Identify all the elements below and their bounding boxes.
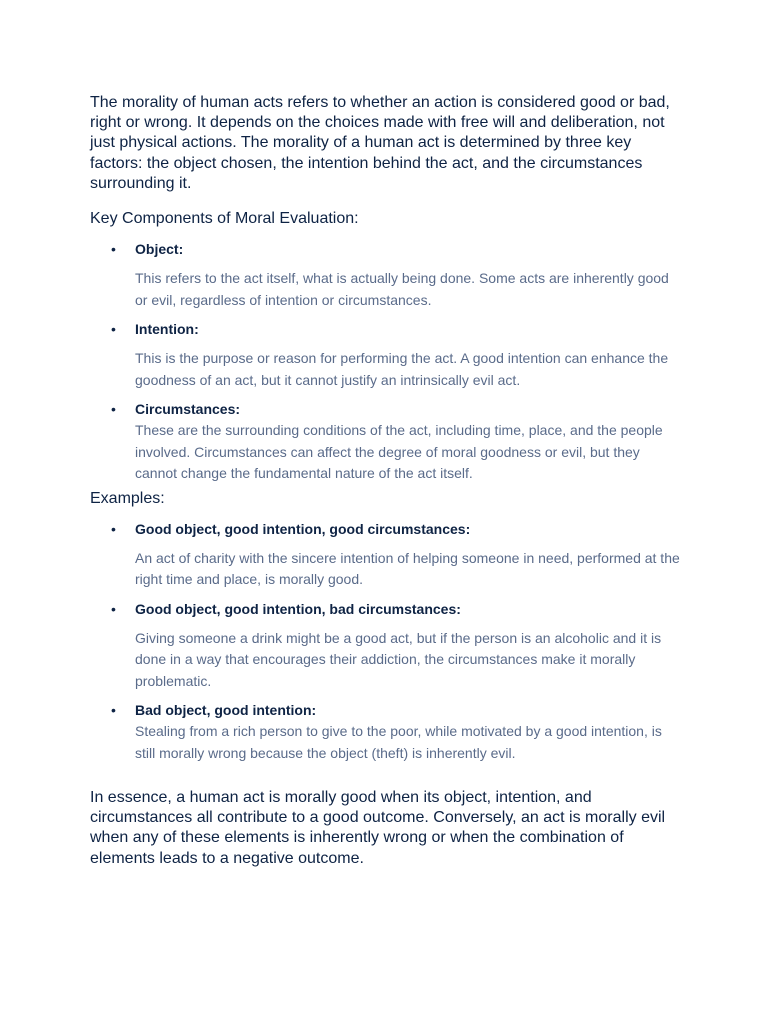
- item-description: These are the surrounding conditions of the act, including time, place, and the people involved. Circumstances can affect the degree of moral goodness or evil, but they cannot change the fundamental nature of the act itself.: [135, 422, 663, 482]
- components-heading: Key Components of Moral Evaluation:: [90, 210, 359, 228]
- list-item-example-1: [90, 519, 680, 591]
- components-list: [90, 239, 680, 485]
- item-title: Object:: [135, 241, 184, 258]
- list-item-object: [90, 239, 680, 311]
- intro-paragraph: The morality of human acts refers to whether an action is considered good or bad, right or wrong. It depends on the choices made with free will and deliberation, not just physical actions. The morality of a human act is determined by three key factors: the object chosen, the intention behind the act, and the circumstances surrounding it.: [90, 94, 670, 192]
- conclusion-paragraph: In essence, a human act is morally good when its object, intention, and circumstances all contribute to a good outcome. Conversely, an act is morally evil when any of these elements is inherently wrong or when the combination of elements leads to a negative outcome.: [90, 789, 666, 867]
- item-title: Circumstances:: [135, 401, 241, 418]
- item-title: Intention:: [135, 321, 199, 338]
- bullet-icon: •: [111, 241, 116, 258]
- item-title: Good object, good intention, good circumstances:: [135, 520, 471, 537]
- item-title: Bad object, good intention:: [135, 702, 317, 719]
- bullet-icon: •: [111, 520, 116, 537]
- bullet-icon: •: [111, 600, 116, 617]
- bullet-icon: •: [111, 702, 116, 719]
- item-description: Giving someone a drink might be a good act, but if the person is an alcoholic and it is done in a way that encourages their addiction, the circumstances make it morally problematic.: [135, 629, 662, 689]
- bullet-icon: •: [111, 321, 116, 338]
- item-description: This is the purpose or reason for performing the act. A good intention can enhance the goodness of an act, but it cannot justify an intrinsically evil act.: [135, 350, 669, 388]
- list-item-example-2: [90, 599, 680, 693]
- examples-heading: Examples:: [90, 489, 165, 507]
- item-description: Stealing from a rich person to give to the poor, while motivated by a good intention, is still morally wrong because the object (theft) is inherently evil.: [135, 723, 662, 761]
- item-description: An act of charity with the sincere intention of helping someone in need, performed at the right time and place, is morally good.: [135, 549, 680, 588]
- document-page: [90, 93, 680, 869]
- bullet-icon: •: [111, 401, 116, 418]
- list-item-example-3: [90, 700, 680, 764]
- examples-list: [90, 519, 680, 765]
- list-item-circumstances: [90, 399, 680, 485]
- item-title: Good object, good intention, bad circumstances:: [135, 600, 461, 617]
- list-item-intention: [90, 319, 680, 391]
- item-description: This refers to the act itself, what is actually being done. Some acts are inherently good or evil, regardless of intention or circumstances.: [135, 270, 669, 308]
